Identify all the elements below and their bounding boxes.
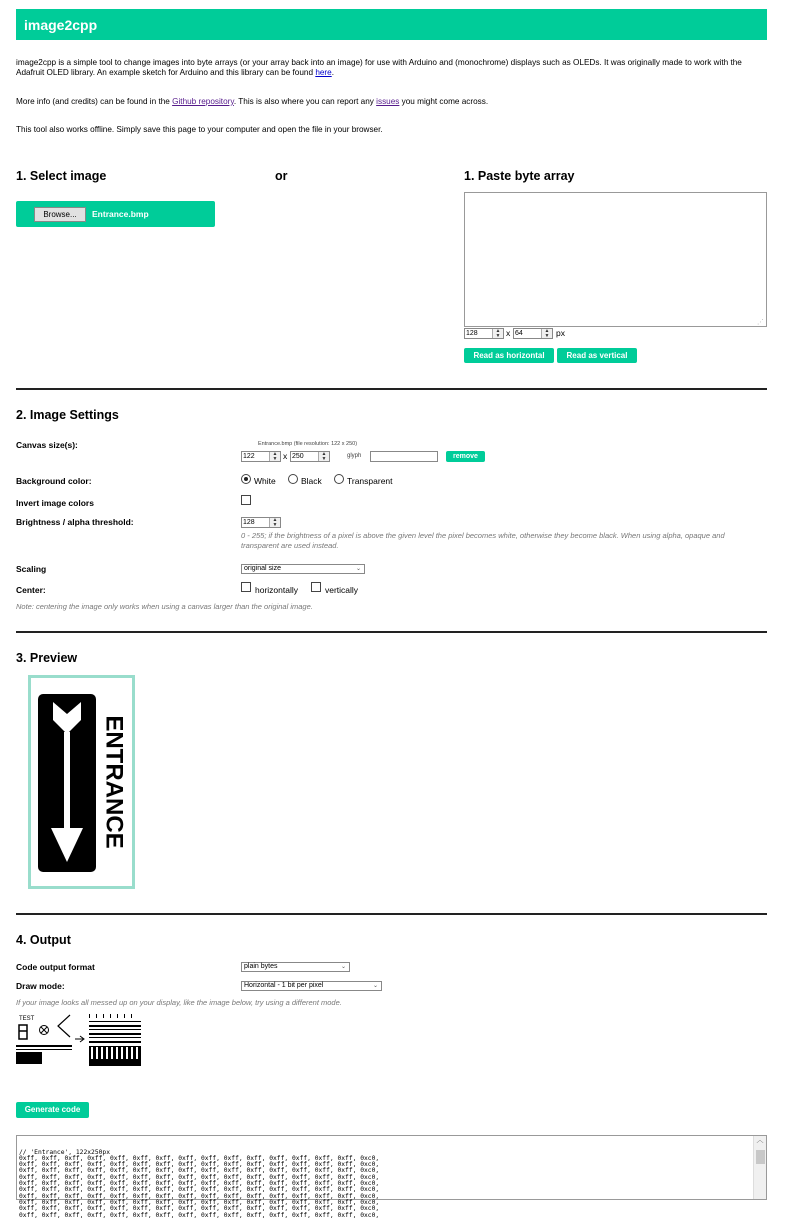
section-divider (16, 631, 767, 633)
background-color-label: Background color: (16, 476, 92, 486)
canvas-width-value: 122 (243, 453, 255, 460)
intro-paragraph-1: image2cpp is a simple tool to change images into byte arrays (or your array back into an image) for use with Arduino and (monochrome) displays such as OLEDs. It was originally made to work with the Adafruit OLED library. An example sketch for Arduino and this library can be found here. (16, 58, 742, 77)
intro-text-1: image2cpp is a simple tool to change images into byte arrays (or your array back into an image) for use with Arduino and (monochrome) displays such as OLEDs. It was originally made to work with the Adafruit OLED library. An example sketch for Arduino and this library can be found (16, 58, 742, 77)
intro-paragraph-3 (16, 125, 771, 135)
brightness-input[interactable] (241, 517, 281, 528)
scaling-value: original size (244, 565, 281, 572)
remove-canvas-button[interactable]: remove (446, 451, 485, 462)
output-heading: 4. Output (16, 933, 71, 947)
spinner-arrows-icon[interactable]: ▲ ▼ (492, 329, 503, 338)
invert-colors-checkbox[interactable] (241, 495, 251, 505)
bg-black-label: Black (301, 476, 322, 486)
bg-transparent-label: Transparent (347, 476, 393, 486)
example-sketch-link[interactable]: here (315, 68, 332, 77)
draw-mode-value: Horizontal - 1 bit per pixel (244, 982, 324, 989)
scrollbar-thumb[interactable] (756, 1150, 765, 1164)
entrance-sign-text: ENTRANCE (100, 715, 128, 849)
chevron-down-icon: ⌄ (372, 983, 378, 989)
image-settings-heading: 2. Image Settings (16, 408, 119, 422)
preview-canvas (28, 675, 135, 889)
byte-array-textarea[interactable] (464, 192, 767, 327)
select-image-heading: 1. Select image (16, 169, 107, 183)
spinner-arrows-icon[interactable]: ▲ ▼ (541, 329, 552, 338)
bg-black-radio[interactable] (288, 474, 298, 484)
paste-byte-array-heading: 1. Paste byte array (464, 169, 575, 183)
generate-code-button[interactable]: Generate code (16, 1102, 89, 1118)
paste-height-value: 64 (515, 330, 523, 337)
invert-colors-label: Invert image colors (16, 498, 94, 508)
intro-text-2c: you might come across. (399, 97, 489, 106)
chevron-down-icon: ⌄ (340, 964, 346, 970)
spinner-arrows-icon[interactable]: ▲ ▼ (269, 452, 280, 461)
browse-button[interactable]: Browse... (34, 207, 86, 222)
code-format-select[interactable] (241, 962, 350, 972)
file-resolution-info: Entrance.bmp (file resolution: 122 x 250) (258, 441, 358, 447)
code-output-text: // 'Entrance', 122x250px 0xff, 0xff, 0xff, 0xff, 0xff, 0xff, 0xff, 0xff, 0xff, 0xff, 0xff, 0xff, 0xff, 0xff, 0xff, 0xc0, 0xff, 0xff, 0xff, 0xff, 0xff, 0xff, 0xff, 0xff, 0xff, 0xff, 0xff, 0xff, 0xff, 0xff, 0xff, 0xc0, 0xff, 0xff, 0xff, 0xff, 0xff, 0xff, 0xff, 0xff, 0xff, 0xff, 0xff, 0xff, 0xff, 0xff, 0xff, 0xc0, 0xff, 0xff, 0xff, 0xff, 0xff, 0xff, 0xff, 0xff, 0xff, 0xff, 0xff, 0xff, 0xff, 0xff, 0xff, 0xc0, 0xff, 0xff, 0xff, 0xff, 0xff, 0xff, 0xff, 0xff, 0xff, 0xff, 0xff, 0xff, 0xff, 0xff, 0xff, 0xc0, 0xff, 0xff, 0xff, 0xff, 0xff, 0xff, 0xff, 0xff, 0xff, 0xff, 0xff, 0xff, 0xff, 0xff, 0xff, 0xc0, 0xff, 0xff, 0xff, 0xff, 0xff, 0xff, 0xff, 0xff, 0xff, 0xff, 0xff, 0xff, 0xff, 0xff, 0xff, 0xc0, 0xff, 0xff, 0xff, 0xff, 0xff, 0xff, 0xff, 0xff, 0xff, 0xff, 0xff, 0xff, 0xff, 0xff, 0xff, 0xc0, 0xff, 0xff, 0xff, 0xff, 0xff, 0xff, 0xff, 0xff, 0xff, 0xff, 0xff, 0xff, 0xff, 0xff, 0xff, 0xc0, 0xff, 0xff, 0xff, 0xff, 0xff, 0xff, 0xff, 0xff, 0xff, 0xff, 0xff, 0xff, 0xff, 0xff, 0xff, 0xc0, (19, 1148, 380, 1219)
issues-link[interactable]: issues (376, 97, 400, 106)
center-label: Center: (16, 585, 46, 595)
draw-mode-hint: If your image looks all messed up on your display, like the image below, try using a different mode. (16, 998, 342, 1007)
center-note: Note: centering the image only works when using a canvas larger than the original image. (16, 602, 313, 611)
app-title: image2cpp (24, 17, 98, 33)
code-format-label: Code output format (16, 962, 95, 972)
app-header (16, 9, 767, 40)
paste-width-input[interactable] (464, 328, 504, 339)
canvas-times-sign: x (283, 451, 288, 461)
glyph-label: glyph (347, 453, 362, 459)
brightness-note: 0 - 255; if the brightness of a pixel is above the given level the pixel becomes white, otherwise they become black. When using alpha, opaque and transparent are used instead. (241, 531, 725, 550)
paste-height-input[interactable] (513, 328, 553, 339)
scroll-up-icon[interactable]: ︿ (756, 1136, 764, 1144)
center-horizontal-checkbox[interactable] (241, 582, 251, 592)
resize-grip-icon[interactable]: ⋰ (757, 319, 764, 326)
canvas-height-input[interactable] (290, 451, 330, 462)
scaling-select[interactable] (241, 564, 365, 574)
draw-mode-example-image (16, 1012, 144, 1066)
scaling-label: Scaling (16, 564, 47, 574)
center-horizontal-label: horizontally (255, 585, 298, 595)
intro-text-2b: . This is also where you can report any (233, 97, 377, 106)
read-vertical-button[interactable]: Read as vertical (557, 348, 637, 363)
canvas-size-label: Canvas size(s): (16, 440, 78, 450)
entrance-sign-image (31, 678, 132, 886)
intro-text-2: More info (and credits) can be found in the (16, 97, 173, 106)
test-pattern-illustration (16, 1012, 144, 1066)
center-vertical-checkbox[interactable] (311, 582, 321, 592)
bg-white-label: White (254, 476, 276, 486)
code-format-value: plain bytes (244, 963, 278, 970)
draw-mode-select[interactable] (241, 981, 382, 991)
chevron-down-icon: ⌄ (355, 566, 361, 572)
spinner-arrows-icon[interactable]: ▲ ▼ (269, 518, 280, 527)
canvas-width-input[interactable] (241, 451, 281, 462)
read-horizontal-button[interactable]: Read as horizontal (464, 348, 554, 363)
test-label: TEST (19, 1016, 35, 1022)
center-vertical-label: vertically (325, 585, 359, 595)
github-repository-link[interactable]: Github repository (172, 97, 234, 106)
selected-file-name: Entrance.bmp (92, 209, 149, 219)
paste-unit: px (556, 328, 565, 338)
canvas-height-value: 250 (292, 453, 304, 460)
bg-white-radio[interactable] (241, 474, 251, 484)
preview-heading: 3. Preview (16, 651, 78, 665)
code-output-textarea[interactable] (16, 1135, 767, 1219)
intro-text-3: This tool also works offline. Simply save this page to your computer and open the file in your browser. (16, 125, 383, 134)
paste-width-value: 128 (466, 330, 478, 337)
file-input[interactable] (16, 201, 215, 227)
paste-times-sign: x (506, 328, 511, 338)
glyph-input[interactable] (370, 451, 438, 462)
section-divider (16, 388, 767, 390)
brightness-value: 128 (243, 519, 255, 526)
section-divider (16, 913, 767, 915)
brightness-label: Brightness / alpha threshold: (16, 517, 134, 527)
intro-paragraph-2 (16, 97, 771, 107)
spinner-arrows-icon[interactable]: ▲ ▼ (318, 452, 329, 461)
bg-transparent-radio[interactable] (334, 474, 344, 484)
draw-mode-label: Draw mode: (16, 981, 65, 991)
or-separator: or (275, 169, 288, 183)
code-output-scrollbar[interactable] (753, 1136, 766, 1199)
